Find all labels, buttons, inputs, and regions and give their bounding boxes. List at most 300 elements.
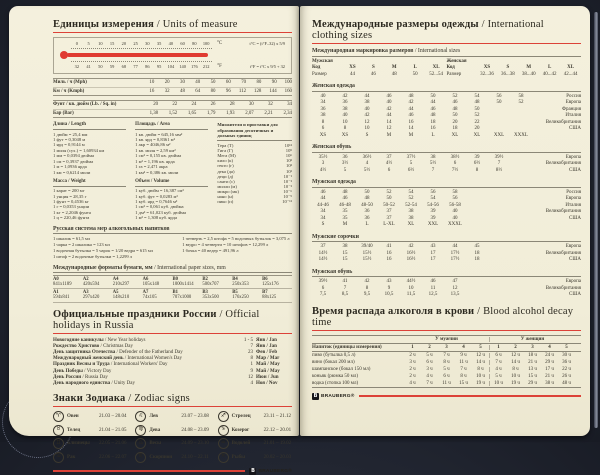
size-value: 46 bbox=[430, 106, 436, 112]
scale-tick-label: 80 bbox=[192, 41, 197, 46]
size-value: 6 bbox=[321, 285, 325, 291]
size-value: 38 bbox=[320, 113, 326, 119]
decay-hours: 5 ч bbox=[426, 352, 433, 358]
paper-sizes-heading-ru: Международные форматы бумаги, мм bbox=[53, 264, 153, 271]
decay-hours: 11 ч bbox=[442, 380, 451, 386]
size-value: 44 bbox=[349, 71, 355, 77]
size-value: 37 bbox=[386, 215, 392, 221]
zodiac-item bbox=[135, 452, 209, 463]
prefix-name: пико (п) bbox=[217, 199, 234, 205]
size-value: 50 bbox=[496, 100, 502, 106]
zodiac-dates: 22.05 – 21.06 bbox=[99, 441, 127, 447]
zodiac-item bbox=[53, 452, 127, 463]
zodiac-item bbox=[135, 425, 209, 436]
paper-format-size: 1000x1414 bbox=[173, 282, 203, 289]
women-values bbox=[489, 360, 575, 365]
size-value: M bbox=[408, 132, 414, 138]
size-value: 48 bbox=[430, 113, 436, 119]
paper-format-size: 125x176 bbox=[262, 282, 292, 289]
paper-format-label: A2 bbox=[82, 277, 89, 283]
size-value: L bbox=[431, 132, 435, 138]
scale-tick-label: 50 bbox=[98, 64, 103, 69]
size-value: 44 bbox=[320, 196, 326, 202]
drink-column-header: Напиток (единицы измерения) bbox=[312, 344, 382, 350]
size-value: 48 bbox=[364, 196, 370, 202]
paper-format-label: A0 bbox=[53, 277, 59, 283]
conversion-value: 22 bbox=[172, 102, 178, 108]
holiday-name-en: / New Year holidays bbox=[103, 337, 146, 343]
size-value: 42 bbox=[386, 106, 392, 112]
decay-hours: 29 ч bbox=[545, 359, 554, 365]
scale-tick-label: 41 bbox=[86, 64, 91, 69]
drink-count-header: 1 bbox=[411, 344, 414, 350]
scale-tick-label: 104 bbox=[167, 64, 175, 69]
conversion-value: 34 bbox=[287, 102, 292, 108]
conversion-value: 100 bbox=[284, 80, 292, 86]
zodiac-grid bbox=[53, 411, 292, 463]
decay-hours: 5 ч bbox=[443, 366, 450, 372]
holiday-name-en: / International Workers' Day bbox=[109, 362, 168, 368]
holiday-name-en: / Victory Day bbox=[82, 368, 112, 374]
conversion-value: 70 bbox=[241, 80, 247, 86]
size-value: 58 bbox=[452, 189, 458, 195]
size-value: 46 bbox=[408, 113, 414, 119]
conversion-value: 80 bbox=[256, 80, 262, 86]
size-value: 37 bbox=[386, 154, 392, 160]
conversion-line: 1 шкалик = 61,5 мл bbox=[53, 236, 91, 242]
marking-sizes-row bbox=[312, 72, 581, 79]
zodiac-item bbox=[218, 425, 292, 436]
drink-count-header: 5 bbox=[479, 344, 482, 350]
paper-format-size: 148x210 bbox=[113, 295, 143, 302]
size-value: 40 bbox=[364, 106, 370, 112]
women-values bbox=[489, 353, 575, 358]
conversion-value: 28 bbox=[229, 102, 235, 108]
size-value: 18 bbox=[430, 119, 436, 125]
paper-format-label: B0 bbox=[172, 277, 178, 283]
paper-sizes-heading-en: / International paper sizes, mm bbox=[152, 264, 226, 271]
holiday-name-ru: Рождество Христово bbox=[53, 343, 100, 349]
paper-format-label: B5 bbox=[232, 290, 238, 296]
conversion-line: 1 четверть = 2,5 штофа = 5 водочных бутылок = 3,075 л bbox=[182, 236, 290, 242]
zodiac-name: Водолей bbox=[231, 441, 251, 447]
prefix-name: кило (к) bbox=[217, 158, 234, 164]
marking-group bbox=[312, 65, 447, 72]
alcohol-data-rows bbox=[312, 352, 581, 387]
size-value: 48 bbox=[452, 106, 458, 112]
paper-sizes-heading bbox=[53, 265, 292, 274]
holiday-month: Май / May bbox=[256, 368, 280, 374]
size-value: 34 bbox=[320, 215, 326, 221]
leo-icon: ♌ bbox=[135, 411, 146, 422]
decay-hours: 13 ч bbox=[528, 366, 537, 372]
alcohol-row bbox=[312, 359, 581, 366]
size-value: S bbox=[321, 222, 325, 228]
men-shirts-table bbox=[312, 244, 581, 264]
size-table-row bbox=[312, 168, 581, 175]
size-value: 48 bbox=[342, 189, 348, 195]
zodiac-name: Стрелец bbox=[231, 414, 251, 420]
size-value: L bbox=[365, 222, 369, 228]
gemini-icon: ♊ bbox=[53, 438, 64, 449]
holiday-month: Янв / Jan bbox=[256, 337, 277, 343]
scale-tick-label: 86 bbox=[145, 64, 150, 69]
size-value: 46 bbox=[342, 196, 348, 202]
taurus-icon: ♉ bbox=[53, 425, 64, 436]
decay-hours: 8 ч bbox=[460, 373, 467, 379]
size-value: XXXL bbox=[448, 222, 462, 228]
size-value: 46 bbox=[386, 93, 392, 99]
size-value: 35½ bbox=[318, 154, 328, 160]
units-title-en: / Units of measure bbox=[153, 19, 238, 30]
conversion-line: 1 бочка = 40 ведер = 491,96 л bbox=[182, 247, 239, 253]
size-value: 17½ bbox=[450, 250, 460, 256]
decay-hours: 6 ч bbox=[443, 373, 450, 379]
size-value: 15 bbox=[342, 257, 348, 263]
area-heading: Площадь / Area bbox=[135, 122, 208, 130]
marking-group-name: Женская bbox=[446, 58, 467, 64]
conversion-line: 1 дюйм = 25,4 мм bbox=[53, 131, 88, 137]
area-volume-column bbox=[135, 122, 208, 220]
decay-hours: 38 ч bbox=[545, 380, 554, 386]
size-value: 14½ bbox=[318, 257, 328, 263]
conversion-line: 1 см³ = 0,061 куб. дюйма bbox=[135, 204, 184, 210]
prefix-value: 10⁻¹ bbox=[283, 173, 292, 179]
prefix-name: Мега (М) bbox=[217, 153, 236, 159]
holiday-name-en: / Defender of the Fatherland Day bbox=[115, 350, 183, 355]
holiday-name-en: / Unity Day bbox=[110, 380, 135, 386]
size-value: 41 bbox=[386, 244, 392, 250]
size-value: 12 bbox=[452, 285, 458, 291]
size-value: 54 bbox=[430, 196, 436, 202]
size-value: 40 bbox=[452, 215, 458, 221]
virgo-icon: ♍ bbox=[135, 425, 146, 436]
mass-lines bbox=[53, 188, 126, 220]
zodiac-item bbox=[218, 452, 292, 463]
size-value: 36 bbox=[320, 106, 326, 112]
women-group-label: У женщин bbox=[520, 336, 545, 342]
marking-group bbox=[447, 59, 582, 66]
size-value: 20 bbox=[474, 126, 480, 132]
size-value: 22 bbox=[474, 119, 480, 125]
sagittarius-icon: ♐ bbox=[218, 411, 229, 422]
size-value: 8 bbox=[365, 285, 369, 291]
size-value: 48 bbox=[391, 71, 397, 77]
conversion-line: 1 куб. фут = 0,0283 м³ bbox=[135, 193, 178, 199]
paper-format-size: 250x353 bbox=[232, 282, 262, 289]
holiday-day: 12 bbox=[248, 374, 253, 380]
prefix-value: 10⁻³ bbox=[283, 184, 292, 189]
zodiac-name: Близнецы bbox=[67, 441, 90, 447]
size-value: 47 bbox=[452, 279, 458, 285]
size-value: 37½ bbox=[406, 154, 416, 160]
size-value: 11,5 bbox=[406, 292, 416, 298]
conversion-line: 1 унция = 28,35 г bbox=[53, 193, 87, 199]
size-value: 15 bbox=[342, 250, 348, 256]
drink-name: вино (бокал 200 мл) bbox=[312, 359, 355, 365]
brauberg-logo-text: BRAUBERG® bbox=[258, 468, 292, 474]
celsius-ruler bbox=[71, 48, 212, 49]
decay-hours: 19 ч bbox=[511, 380, 520, 386]
size-region-label: Великобритания bbox=[545, 285, 581, 291]
size-region-label: Великобритания bbox=[545, 250, 581, 256]
decay-hours: 2 ч bbox=[409, 373, 416, 379]
size-value: 43 bbox=[430, 244, 436, 250]
marking-group bbox=[447, 65, 582, 72]
size-value: 35 bbox=[342, 215, 348, 221]
conversion-value: 10 bbox=[149, 80, 155, 86]
brauberg-logo bbox=[249, 468, 292, 475]
right-page-footer bbox=[312, 393, 581, 400]
alcohol-title-en: / Blood alcohol decay time bbox=[312, 305, 574, 328]
prefix-value: 10¹² bbox=[284, 142, 292, 148]
decay-hours: 4 ч bbox=[426, 373, 433, 379]
women-clothing-heading: Женская одежда bbox=[312, 83, 581, 92]
scale-tick-label: 100 bbox=[202, 41, 210, 46]
size-value: XL bbox=[473, 132, 481, 138]
celsius-scale bbox=[71, 41, 212, 46]
size-value: 40 bbox=[386, 100, 392, 106]
holidays-title-en: / Official holidays in Russia bbox=[53, 308, 260, 331]
size-code: XS bbox=[483, 65, 491, 71]
size-value: 46-48 bbox=[339, 202, 351, 208]
size-value: 38...40 bbox=[521, 71, 536, 77]
aries-icon: ♈ bbox=[53, 411, 64, 422]
size-value: 8 bbox=[321, 119, 325, 125]
size-table-row bbox=[312, 292, 581, 299]
aquarius-icon: ♒ bbox=[218, 438, 229, 449]
decay-hours: 14 ч bbox=[511, 359, 520, 365]
length-heading: Длина / Length bbox=[53, 122, 126, 130]
conversion-value: 112 bbox=[238, 88, 247, 94]
alcohol-row bbox=[312, 380, 581, 387]
holiday-name-ru: Новогодние каникулы bbox=[53, 337, 104, 343]
conversion-line: 1 км² = 0,386 кв. мили bbox=[135, 169, 179, 175]
zodiac-dates: 23.11 – 21.12 bbox=[263, 414, 291, 420]
size-value: 18 bbox=[474, 257, 480, 263]
size-value: 40 bbox=[452, 209, 458, 215]
size-value: XXXL bbox=[514, 132, 528, 138]
women-shoes-heading: Женская обувь bbox=[312, 144, 581, 153]
conversion-line: 1 кг = 2,2046 фунта bbox=[53, 209, 91, 215]
size-region-label: Европа bbox=[565, 154, 581, 160]
men-values bbox=[404, 360, 489, 365]
size-value: 38 bbox=[342, 244, 348, 250]
size-value: 37 bbox=[386, 209, 392, 215]
size-region-label: США bbox=[569, 126, 581, 132]
fahrenheit-scale bbox=[71, 64, 212, 69]
size-value: 40 bbox=[320, 93, 326, 99]
paper-format-size: 105x148 bbox=[143, 282, 173, 289]
size-value: 36...38 bbox=[500, 71, 515, 77]
holiday-name-en: / Russia Day bbox=[81, 374, 108, 380]
conversion-row-label: Фунт / кв. дюйм (Lb. / Sq. in) bbox=[53, 102, 117, 108]
size-value: 38 bbox=[342, 106, 348, 112]
area-lines bbox=[135, 132, 208, 175]
size-value: 39½ bbox=[318, 279, 328, 285]
zodiac-name: Овен bbox=[67, 414, 79, 420]
zodiac-name: Весы bbox=[149, 441, 162, 447]
length-mass-column bbox=[53, 122, 126, 220]
holiday-name bbox=[53, 381, 237, 387]
zodiac-item bbox=[218, 411, 292, 422]
size-value: 50 bbox=[412, 71, 418, 77]
zodiac-dates: 21.04 – 21.05 bbox=[99, 427, 127, 433]
scale-tick-label: 25 bbox=[133, 41, 138, 46]
conversion-line: 1 см² = 0,155 кв. дюйма bbox=[135, 153, 182, 159]
size-value: 43 bbox=[386, 279, 392, 285]
russian-measures-right bbox=[182, 236, 292, 260]
size-value: 45 bbox=[474, 244, 480, 250]
volume-heading: Объем / Volume bbox=[135, 179, 208, 187]
clothing-title-ru: Международные размеры одежды bbox=[312, 19, 479, 30]
scale-tick-label: 30 bbox=[145, 41, 150, 46]
size-value: 8,5 bbox=[341, 292, 349, 298]
units-title-ru: Единицы измерения bbox=[53, 19, 154, 30]
size-value: 42 bbox=[408, 100, 414, 106]
prefix-name: Гига (Г) bbox=[217, 148, 234, 154]
zodiac-name: Телец bbox=[67, 427, 81, 433]
code-label: Код bbox=[446, 65, 455, 71]
zodiac-dates: 23.07 – 23.08 bbox=[181, 414, 209, 420]
size-value: 52 bbox=[408, 196, 414, 202]
size-region-label: Италия bbox=[565, 113, 581, 119]
conversion-line: 1 м³ = 1,308 куб. ярда bbox=[135, 215, 178, 221]
size-value: 36 bbox=[364, 215, 370, 221]
conversion-line: 1 г = 0,0353 унции bbox=[53, 204, 90, 210]
decay-hours: 8 ч bbox=[512, 366, 519, 372]
decay-hours: 29 ч bbox=[528, 380, 537, 386]
size-value: 38 bbox=[430, 154, 436, 160]
fahrenheit-ruler bbox=[71, 61, 212, 62]
conversion-value: 16 bbox=[149, 88, 155, 94]
size-value: 17 bbox=[430, 250, 436, 256]
size-value: 54-56 bbox=[427, 202, 439, 208]
code-label: Код bbox=[312, 65, 321, 71]
conversion-value: 1,93 bbox=[226, 111, 235, 117]
scale-tick-label: 10 bbox=[98, 41, 103, 46]
women-shoes-table bbox=[312, 155, 581, 175]
zodiac-dates: 24.08 – 23.09 bbox=[181, 427, 209, 433]
zodiac-item bbox=[53, 411, 127, 422]
prefix-name: деци (д) bbox=[217, 173, 234, 179]
zodiac-item bbox=[53, 438, 127, 449]
size-region-label: Великобритания bbox=[545, 209, 581, 215]
conversion-line: 1 ведро = 4 четверти = 10 штофов = 12,299 л bbox=[182, 242, 269, 248]
size-value: 54 bbox=[474, 93, 480, 99]
conversion-value: 1,79 bbox=[206, 111, 216, 117]
size-table-row bbox=[312, 257, 581, 264]
conversion-value: 128 bbox=[254, 88, 262, 94]
women-values bbox=[489, 367, 575, 372]
brauberg-logo-icon: B bbox=[313, 393, 318, 400]
holiday-name-ru: День России bbox=[53, 374, 82, 380]
size-region-label: Европа bbox=[565, 100, 581, 106]
holiday-name-ru: День защитника Отечества bbox=[53, 350, 116, 355]
conversion-value: 30 bbox=[248, 102, 254, 108]
conversion-value: 90 bbox=[271, 80, 277, 86]
size-value: 6 bbox=[321, 126, 325, 132]
size-region-label: Великобритания bbox=[545, 119, 581, 125]
units-of-measure-title bbox=[53, 19, 292, 33]
size-value: 46 bbox=[430, 279, 436, 285]
decay-hours: 7 ч bbox=[426, 380, 433, 386]
men-clothing-heading: Мужская одежда bbox=[312, 179, 581, 188]
size-value: 44 bbox=[452, 244, 458, 250]
conversion-line: 1 штоф = 2 водочные бутылки = 1,2299 л bbox=[53, 253, 133, 259]
size-value: XL bbox=[451, 132, 459, 138]
zodiac-name: Дева bbox=[149, 427, 161, 433]
size-value: 18 bbox=[452, 126, 458, 132]
size-value: 4½ bbox=[385, 161, 393, 167]
decay-hours: 7 ч bbox=[495, 359, 502, 365]
paper-format-size: 176x250 bbox=[232, 295, 262, 302]
men-values bbox=[404, 367, 489, 372]
conversion-row-label: Км / ч (Kmph) bbox=[53, 88, 85, 94]
scale-tick-label: 59 bbox=[109, 64, 115, 69]
prefix-value: 10⁹ bbox=[285, 148, 292, 154]
decay-hours: 19 ч bbox=[476, 380, 485, 386]
paper-format-label: B1 bbox=[172, 290, 178, 296]
prefixes-column bbox=[217, 122, 292, 220]
decay-hours: 8 ч bbox=[477, 366, 484, 372]
zodiac-item bbox=[135, 411, 209, 422]
paper-format-label: B4 bbox=[232, 277, 238, 283]
size-value: 40 bbox=[342, 113, 348, 119]
size-value: 12 bbox=[386, 126, 392, 132]
holiday-day: 1 bbox=[250, 362, 253, 368]
men-values bbox=[404, 381, 489, 386]
size-value: 52 bbox=[452, 93, 458, 99]
holiday-month: Янв / Jan bbox=[256, 343, 277, 349]
size-value: 7½ bbox=[451, 167, 459, 173]
drink-name: водка (стопка 100 мл) bbox=[312, 380, 359, 386]
marking-group bbox=[312, 59, 447, 66]
prefix-name: микро (мк) bbox=[217, 189, 239, 195]
paper-format-label: B3 bbox=[202, 290, 208, 296]
prefix-value: 10⁻⁹ bbox=[283, 194, 292, 200]
holiday-name-ru: Праздник Весны и Труда bbox=[53, 362, 110, 368]
size-value: 48 bbox=[408, 93, 414, 99]
unit-conversion-columns bbox=[53, 122, 292, 220]
conversion-line: 1 кв. дюйм = 645,16 мм² bbox=[135, 131, 183, 137]
left-page bbox=[9, 6, 299, 475]
prefix-name: дека (да) bbox=[217, 168, 235, 174]
holiday-day: 23 bbox=[248, 350, 253, 355]
paper-format-label: A7 bbox=[142, 290, 149, 296]
size-value: 44 bbox=[364, 93, 370, 99]
holiday-day: 4 bbox=[250, 380, 253, 386]
paper-format-label: A1 bbox=[53, 290, 59, 296]
size-value: 36 bbox=[342, 154, 348, 160]
conversion-line: 1 ярд = 0,9144 м bbox=[53, 142, 85, 148]
decay-hours: 36 ч bbox=[562, 359, 571, 365]
size-region-label: США bbox=[569, 257, 581, 263]
decay-hours: 5 ч bbox=[495, 373, 502, 379]
marking-table bbox=[312, 59, 581, 79]
conversion-value: 144 bbox=[269, 88, 277, 94]
capricorn-icon: ♑ bbox=[218, 425, 229, 436]
holiday-name-en: / Christmas Day bbox=[99, 343, 134, 349]
size-value: 41 bbox=[342, 279, 348, 285]
size-value: 36 bbox=[364, 209, 370, 215]
volume-lines bbox=[135, 188, 208, 220]
women-counts bbox=[489, 345, 575, 350]
scale-tick-label: 77 bbox=[133, 64, 138, 69]
holiday-day: 8 bbox=[250, 356, 253, 362]
conversion-value: 80 bbox=[210, 88, 216, 94]
size-region-label: США bbox=[569, 292, 581, 298]
